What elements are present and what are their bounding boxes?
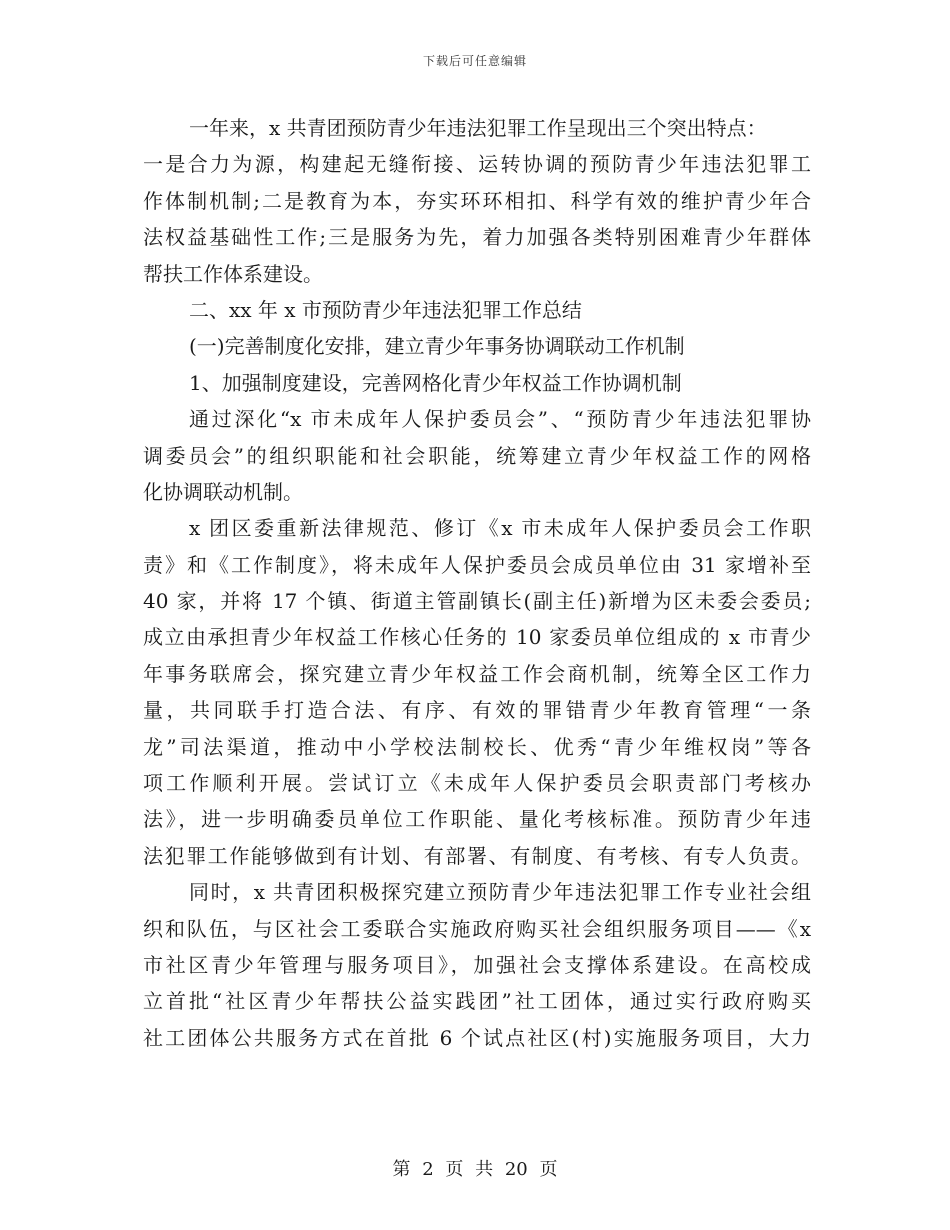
body-line: 年事务联席会，探究建立青少年权益工作会商机制，统筹全区工作力 <box>143 661 811 686</box>
body-line: 调委员会”的组织职能和社会职能，统筹建立青少年权益工作的网格 <box>143 443 811 468</box>
body-line: 社工团体公共服务方式在首批 6 个试点社区(村)实施服务项目，大力 <box>143 1025 811 1050</box>
body-line: 通过深化“x 市未成年人保护委员会”、“预防青少年违法犯罪协 <box>189 407 811 432</box>
body-line: 量，共同联手打造合法、有序、有效的罪错青少年教育管理“一条 <box>143 698 811 723</box>
section-heading: 二、xx 年 x 市预防青少年违法犯罪工作总结 <box>189 297 582 322</box>
body-line: 同时，x 共青团积极探究建立预防青少年违法犯罪工作专业社会组 <box>189 880 811 905</box>
body-line: 化协调联动机制。 <box>143 479 303 504</box>
body-line: 市社区青少年管理与服务项目》，加强社会支撑体系建设。在高校成 <box>143 952 811 977</box>
body-line: 成立由承担青少年权益工作核心任务的 10 家委员单位组成的 x 市青少 <box>143 625 811 650</box>
body-line: 立首批“社区青少年帮扶公益实践团”社工团体，通过实行政府购买 <box>143 989 811 1014</box>
item-heading: 1、加强制度建设，完善网格化青少年权益工作协调机制 <box>189 370 682 395</box>
body-line: 40 家，并将 17 个镇、街道主管副镇长(副主任)新增为区未委会委员; <box>143 589 811 614</box>
body-line: 法权益基础性工作;三是服务为先，着力加强各类特别困难青少年群体 <box>143 225 811 250</box>
page-number: 第 2 页 共 20 页 <box>392 1159 558 1180</box>
page-header-note: 下载后可任意编辑 <box>422 54 527 68</box>
body-line: 法犯罪工作能够做到有计划、有部署、有制度、有考核、有专人负责。 <box>143 843 811 868</box>
body-line: 一是合力为源，构建起无缝衔接、运转协调的预防青少年违法犯罪工 <box>143 152 811 177</box>
document-body <box>143 110 811 1056</box>
body-line: 织和队伍，与区社会工委联合实施政府购买社会组织服务项目——《x <box>143 916 811 941</box>
body-line: 责》和《工作制度》，将未成年人保护委员会成员单位由 31 家增补至 <box>143 552 811 577</box>
body-line: 一年来，x 共青团预防青少年违法犯罪工作呈现出三个突出特点： <box>189 116 767 140</box>
body-line: 龙”司法渠道，推动中小学校法制校长、优秀“青少年维权岗”等各 <box>143 734 811 759</box>
body-line: x 团区委重新法律规范、修订《x 市未成年人保护委员会工作职 <box>189 516 811 541</box>
body-line: 项工作顺利开展。尝试订立《未成年人保护委员会职责部门考核办 <box>143 771 811 796</box>
subsection-heading: (一)完善制度化安排，建立青少年事务协调联动工作机制 <box>189 334 685 359</box>
body-line: 作体制机制;二是教育为本，夯实环环相扣、科学有效的维护青少年合 <box>143 188 811 213</box>
body-line: 法》，进一步明确委员单位工作职能、量化考核标准。预防青少年违 <box>143 807 811 832</box>
body-line: 帮扶工作体系建设。 <box>143 261 323 286</box>
